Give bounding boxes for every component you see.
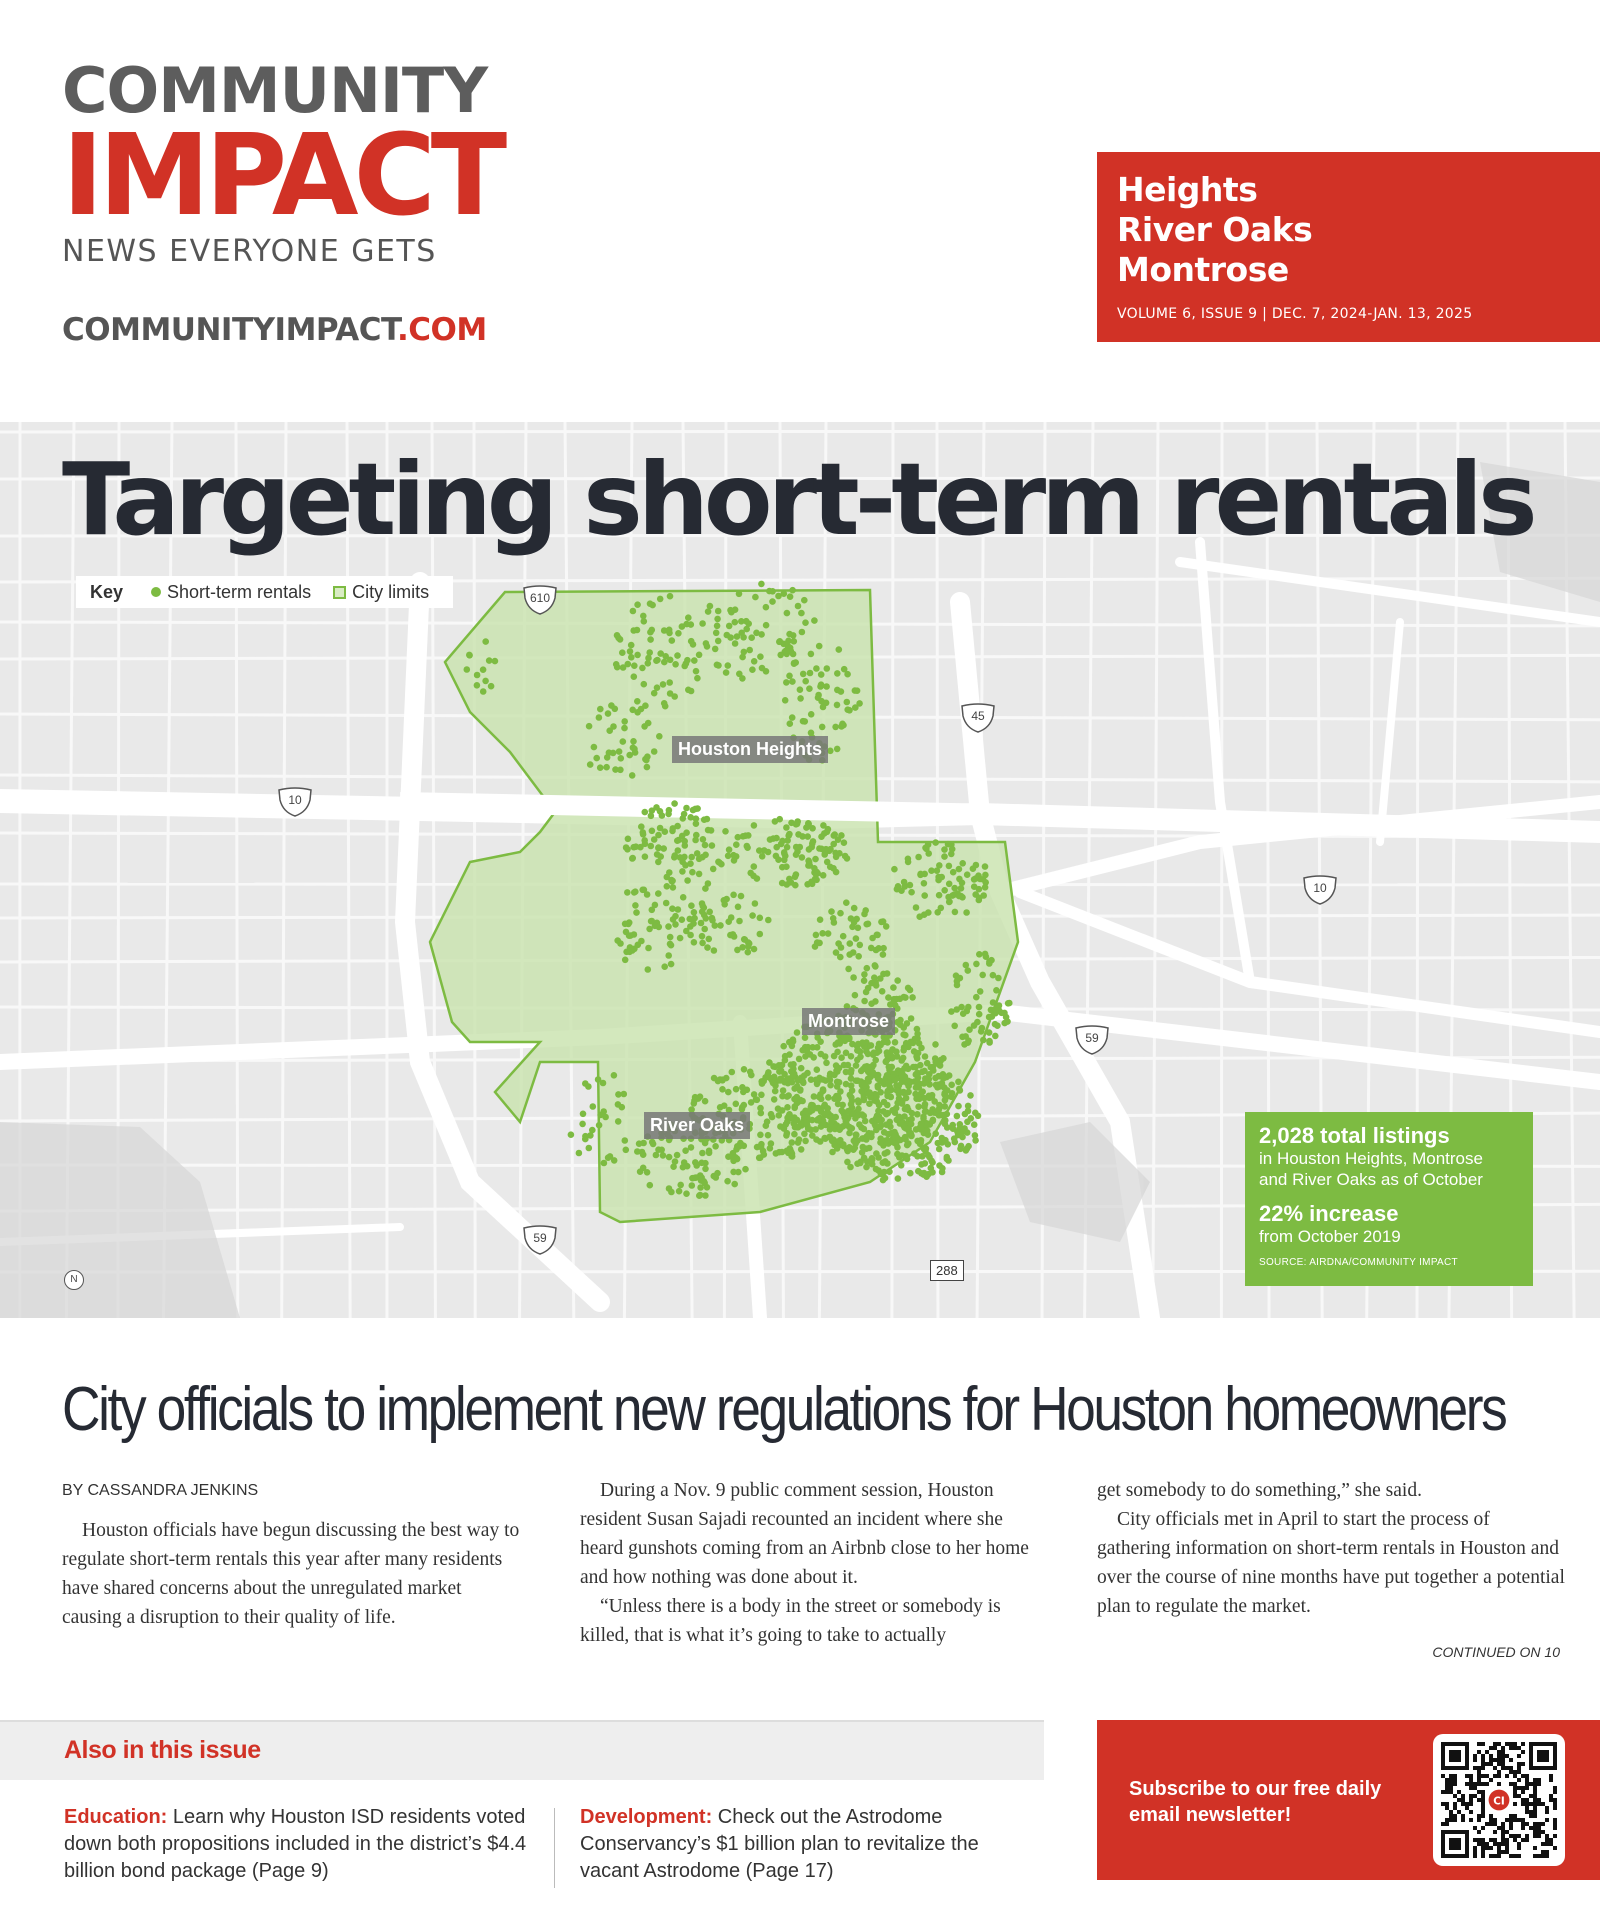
article-column-2	[580, 1476, 1050, 1650]
subscribe-text: Subscribe to our free daily email newsletter!	[1129, 1778, 1382, 1826]
edition-name-river-oaks: River Oaks	[1117, 210, 1313, 249]
community-impact-logo	[62, 54, 503, 270]
qr-code-icon[interactable]	[1433, 1734, 1565, 1866]
also-in-this-issue-title: Also in this issue	[64, 1736, 261, 1764]
hero-map	[0, 422, 1600, 1318]
edition-box	[1097, 152, 1600, 342]
article-paragraph: City officials met in April to start the process of gathering information on short-term rentals in Houston and over the course of nine months have put together a potential plan to regulate the market.	[1097, 1509, 1565, 1617]
stat-total-desc-1: in Houston Heights, Montrose	[1259, 1149, 1483, 1168]
route-59-east-shield-icon	[1074, 1024, 1110, 1056]
map-key-title: Key	[90, 581, 124, 602]
green-dot-icon	[151, 587, 161, 597]
route-10-east-shield-icon	[1302, 874, 1338, 906]
site-url[interactable]	[62, 312, 487, 348]
qr-code-graphic	[1441, 1742, 1557, 1858]
article-byline: BY CASSANDRA JENKINS	[62, 1482, 259, 1499]
site-url-name: COMMUNITYIMPACT	[62, 312, 397, 348]
also-in-this-issue-bar	[0, 1720, 1044, 1780]
teaser-tag: Education:	[64, 1806, 168, 1828]
route-610-shield-icon	[522, 584, 558, 616]
key-item-rentals	[151, 582, 311, 603]
teaser-tag: Development:	[580, 1806, 713, 1828]
stat-total-listings: 2,028 total listings	[1259, 1123, 1450, 1148]
route-59-south-shield-icon	[522, 1224, 558, 1256]
route-59-south-label: 59	[533, 1231, 547, 1245]
route-288-sign: 288	[930, 1260, 964, 1281]
route-10-east-label: 10	[1313, 881, 1327, 895]
logo-tagline: NEWS EVERYONE GETS	[62, 234, 437, 269]
map-label-montrose: Montrose	[802, 1008, 895, 1035]
teaser-education[interactable]	[64, 1804, 534, 1885]
issue-info: VOLUME 6, ISSUE 9 | DEC. 7, 2024-JAN. 13, 2025	[1117, 306, 1473, 322]
article-column-1	[62, 1516, 522, 1632]
subscribe-box[interactable]	[1097, 1720, 1600, 1880]
route-10-west-label: 10	[288, 793, 302, 807]
continued-note: CONTINUED ON 10	[1432, 1644, 1560, 1660]
stats-box	[1245, 1112, 1533, 1286]
stat-source: SOURCE: AIRDNA/COMMUNITY IMPACT	[1259, 1257, 1458, 1268]
site-url-tld: .COM	[396, 312, 487, 348]
stat-increase: 22% increase	[1259, 1201, 1399, 1226]
key-item-city-limits	[333, 582, 429, 603]
logo-community-text: COMMUNITY	[62, 54, 488, 127]
teaser-development[interactable]	[580, 1804, 1040, 1885]
map-label-river-oaks: River Oaks	[644, 1112, 750, 1139]
edition-name-heights: Heights	[1117, 170, 1258, 209]
route-59-east-label: 59	[1085, 1031, 1099, 1045]
route-45-shield-icon	[960, 702, 996, 734]
route-610-label: 610	[529, 591, 551, 605]
qr-badge: CI	[1493, 1795, 1505, 1808]
north-arrow-icon: N	[64, 1270, 84, 1290]
stat-total-desc-2: and River Oaks as of October	[1259, 1170, 1483, 1189]
teaser-text: Check out the Astrodome Conservancy’s $1 billion plan to revitalize the vacant Astrodome (Page 17)	[580, 1806, 979, 1882]
green-square-icon	[333, 586, 346, 599]
map-key	[76, 576, 453, 608]
stat-increase-desc: from October 2019	[1259, 1227, 1401, 1246]
article-headline: City officials to implement new regulations for Houston homeowners	[62, 1375, 1506, 1444]
map-label-houston-heights: Houston Heights	[672, 736, 828, 763]
hero-title: Targeting short-term rentals	[62, 441, 1533, 558]
edition-name-montrose: Montrose	[1117, 250, 1289, 289]
key-item-city-limits-label: City limits	[352, 581, 430, 602]
article-paragraph: “Unless there is a body in the street or somebody is killed, that is what it’s going to take to actually	[580, 1596, 1001, 1646]
teaser-divider	[554, 1808, 555, 1888]
article-paragraph: Houston officials have begun discussing the best way to regulate short-term rentals this year after many residents have shared concerns about the unregulated market causing a disruption to their quality of life.	[62, 1520, 520, 1628]
teaser-text: Learn why Houston ISD residents voted down both propositions included in the district’s $4.4 billion bond package (Page 9)	[64, 1806, 527, 1882]
article-paragraph: During a Nov. 9 public comment session, Houston resident Susan Sajadi recounted an incident where she heard gunshots coming from an Airbnb close to her home and how nothing was done about it.	[580, 1480, 1029, 1588]
route-45-label: 45	[971, 709, 985, 723]
key-item-rentals-label: Short-term rentals	[167, 581, 312, 602]
logo-impact-text: IMPACT	[62, 111, 503, 241]
route-10-west-shield-icon	[277, 786, 313, 818]
article-paragraph: get somebody to do something,” she said.	[1097, 1480, 1422, 1501]
article-column-3	[1097, 1476, 1567, 1621]
